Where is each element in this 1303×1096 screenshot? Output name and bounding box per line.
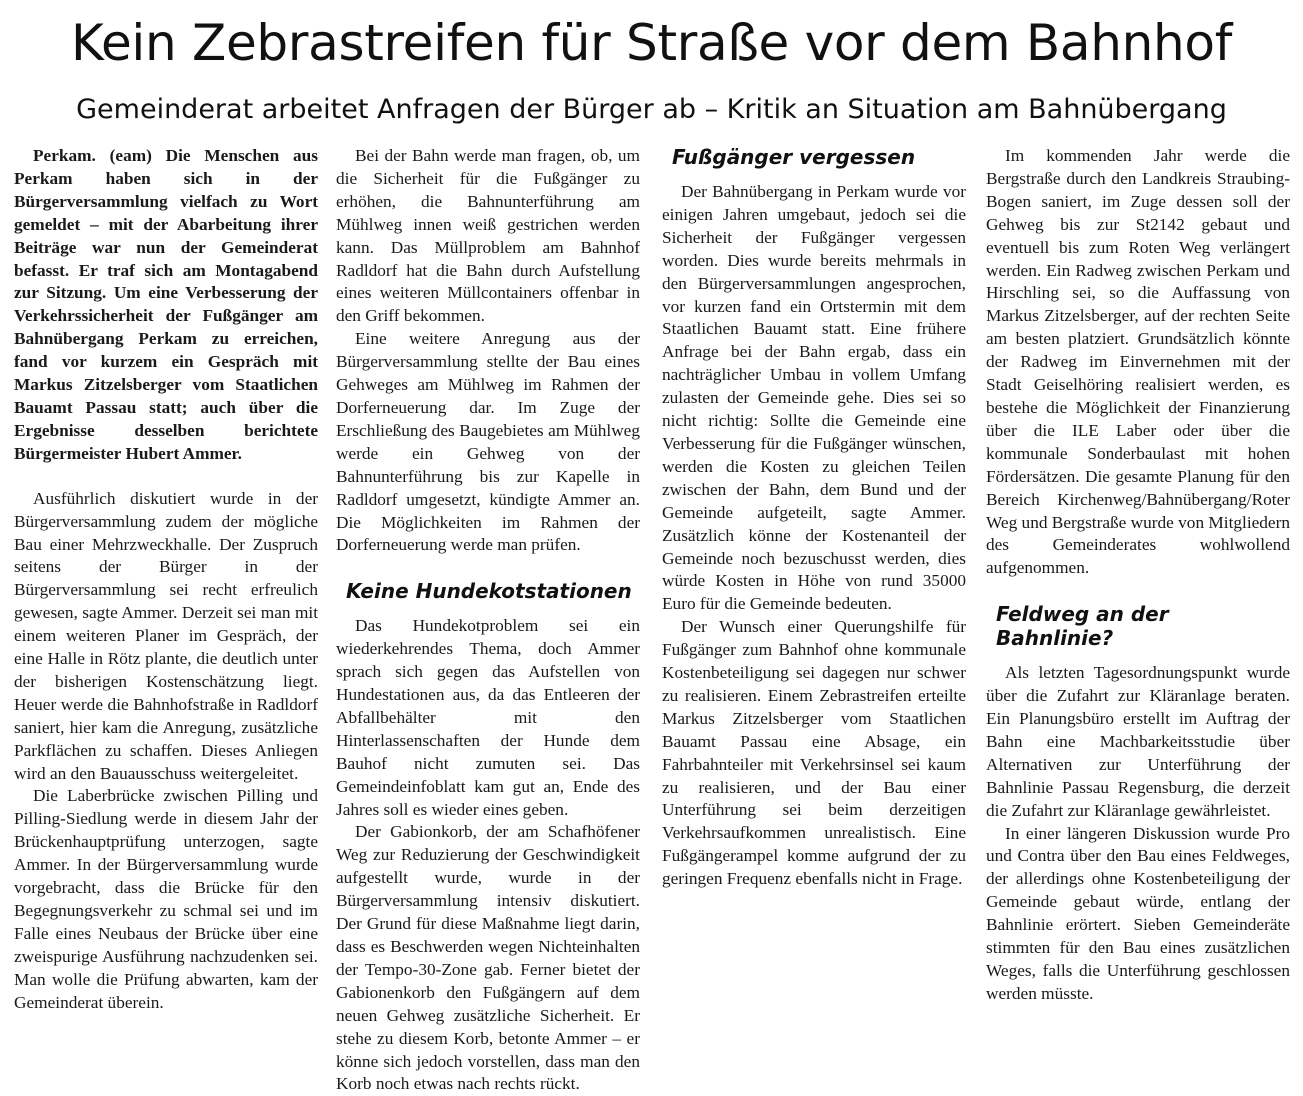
column-1 (14, 145, 318, 1051)
paragraph: In einer längeren Diskussion wurde Pro und Contra über den Bau eines Feldweges, der allerdings ohne Kostenbeteiligung der Gemeinde gebaut würde, entlang der Bahnlinie erörtert. Sieben Gemeinderäte stimmten für den Bau eines zusätzlichen Weges, falls die Unterführung geschlossen werden müsste. (986, 823, 1290, 1003)
paragraph: Der Gabionkorb, der am Schafhöfener Weg zur Reduzierung der Geschwindigkeit aufgestellt wurde, wurde in der Bürgerversammlung intensiv diskutiert. Der Grund für diese Maßnahme liegt darin, dass es Beschwerden wegen Nichteinhalten der Tempo-30-Zone gab. Ferner bietet der Gabionenkorb den Fußgängern auf dem neuen Gehweg zusätzliche Sicherheit. Er stehe zu diesem Korb, betonte Ammer – er könne sich jedoch vorstellen, dass man den Korb noch etwas nach rechts rückt. (336, 822, 640, 1094)
paragraph: Das Hundekotproblem sei ein wiederkehrendes Thema, doch Ammer sprach sich gegen das Aufstellen von Hundestationen aus, da das Entleeren der Abfallbehälter mit den Hinterlassenschaften der Hunde dem Bauhof nicht zumuten sei. Das Gemeindeinfoblatt kam gut an, Ende des Jahres soll es wieder eines geben. (336, 616, 640, 819)
column-3 (662, 145, 966, 1051)
headline: Kein Zebrastreifen für Straße vor dem Bahnhof (70, 14, 1233, 72)
paragraph: Eine weitere Anregung aus der Bürgerversammlung stellte der Bau eines Gehweges am Mühlweg im Rahmen der Dorferneuerung dar. Im Zuge der Erschließung des Baugebietes am Mühlweg werde ein Gehweg von der Bahnunterführung bis zur Kapelle in Radldorf umgesetzt, kündigte Ammer an. Die Möglichkeiten im Rahmen der Dorferneuerung werde man prüfen. (336, 329, 640, 555)
paragraph: Im kommenden Jahr werde die Bergstraße durch den Landkreis Straubing-Bogen saniert, im Zuge dessen soll der Gehweg bis zur St2142 gebaut und eventuell bis zum Roten Weg verlängert werden. Ein Radweg zwischen Perkam und Hirschling sei, so die Auffassung von Markus Zitzelsberger, auf der rechten Seite am besten platziert. Grundsätzlich könnte der Radweg im Einvernehmen mit der Stadt Geiselhöring realisiert werden, es bestehe die Möglichkeit der Finanzierung über die ILE Laber oder über die kommunale Sonderbaulast mit hohen Fördersätzen. Die gesamte Planung für den Bereich Kirchenweg/Bahnübergang/Roter Weg und Bergstraße wurde von Mitgliedern des Gemeinderates wohlwollend aufgenommen. (986, 146, 1290, 578)
column-2 (336, 145, 640, 1094)
paragraph: Ausführlich diskutiert wurde in der Bürgerversammlung zudem der mögliche Bau einer Mehrzweckhalle. Der Zuspruch seitens der Bürger in der Bürgerversammlung sei recht erfreulich gewesen, sagte Ammer. Derzeit sei man mit einem weiteren Planer im Gespräch, der eine Halle in Rötz plante, die deutlich unter der bisherigen Kostenschätzung liegt. Heuer werde die Bahnhofstraße in Radldorf saniert, hier kam die Anregung, zusätzliche Parkflächen zu schaffen. Dieses Anliegen wird an den Bauausschuss weitergeleitet. (14, 488, 318, 783)
column-4 (986, 145, 1290, 1051)
paragraph: Als letzten Tagesordnungspunkt wurde über die Zufahrt zur Kläranlage beraten. Ein Planungsbüro erstellt im Auftrag der Bahn eine Machbarkeitsstudie über Alternativen zur Unterführung der Bahnlinie Passau Regensburg, die derzeit die Zufahrt zur Kläranlage gewährleistet. (986, 663, 1290, 820)
lead-paragraph: Perkam. (eam) Die Menschen aus Perkam haben sich in der Bürgerversammlung vielfach zu Wort gemeldet – mit der Abarbeitung ihrer Beiträge war nun der Gemeinderat befasst. Er traf sich am Montagabend zur Sitzung. Um eine Verbesserung der Verkehrssicherheit der Fußgänger am Bahnübergang Perkam zu erreichen, fand vor kurzem ein Gespräch mit Markus Zitzelsberger vom Staatlichen Bauamt Passau statt; auch über die Ergebnisse desselben berichtete Bürgermeister Hubert Ammer. (14, 146, 318, 463)
paragraph: Der Wunsch einer Querungshilfe für Fußgänger zum Bahnhof ohne kommunale Kostenbeteiligung sei dagegen nur schwer zu realisieren. Einem Zebrastreifen erteilte Markus Zitzelsberger vom Staatlichen Bauamt Passau eine Absage, ein Fahrbahnteiler mit Verkehrsinsel sei kaum zu realisieren, und der Bau einer Unterführung sei beim derzeitigen Verkehrsaufkommen unrealistisch. Eine Fußgängerampel komme aufgrund der zu geringen Frequenz ebenfalls nicht in Frage. (662, 617, 966, 889)
paragraph: Die Laberbrücke zwischen Pilling und Pilling-Siedlung werde in diesem Jahr der Brückenhauptprüfung unterzogen, sagte Ammer. In der Bürgerversammlung wurde vorgebracht, dass die Brücke für den Begegnungsverkehr zu schmal sei und im Falle eines Neubaus der Brücke über eine zweispurige Ausführung nachzudenken sei. Man wolle die Prüfung abwarten, kam der Gemeinderat überein. (14, 786, 318, 1012)
paragraph: Bei der Bahn werde man fragen, ob, um die Sicherheit für die Fußgänger zu erhöhen, die Bahnunterführung am Mühlweg innen weiß gestrichen werden kann. Das Müllproblem am Bahnhof Radldorf hat die Bahn durch Aufstellung eines weiteren Müllcontainers offenbar in den Griff bekommen. (336, 146, 640, 326)
section-heading-hundekot: Keine Hundekotstationen (346, 579, 632, 604)
subheadline: Gemeinderat arbeitet Anfragen der Bürger ab – Kritik an Situation am Bahnübergang (76, 94, 1227, 125)
paragraph: Der Bahnübergang in Perkam wurde vor einigen Jahren umgebaut, jedoch sei die Sicherheit der Fußgänger vergessen worden. Dies wurde bereits mehrmals in den Bürgerversammlungen angesprochen, vor kurzen fand ein Ortstermin mit dem Staatlichen Bauamt statt. Eine frühere Anfrage bei der Bahn ergab, dass ein nachträglicher Umbau in vollem Umfang zulasten der Gemeinde gehe. Dies sei so nicht richtig: Sollte die Gemeinde eine Verbesserung für die Fußgänger wünschen, werden die Kosten zu gleichen Teilen zwischen der Bahn, dem Bund und der Gemeinde aufgeteilt, sagte Ammer. Zusätzlich könne der Kostenanteil der Gemeinde noch bezuschusst werden, dies würde Kosten in Höhe von rund 35000 Euro für die Gemeinde bedeuten. (662, 182, 966, 614)
section-heading-feldweg: Feldweg an der Bahnlinie? (996, 602, 1169, 651)
section-heading-fussgaenger: Fußgänger vergessen (672, 145, 916, 169)
